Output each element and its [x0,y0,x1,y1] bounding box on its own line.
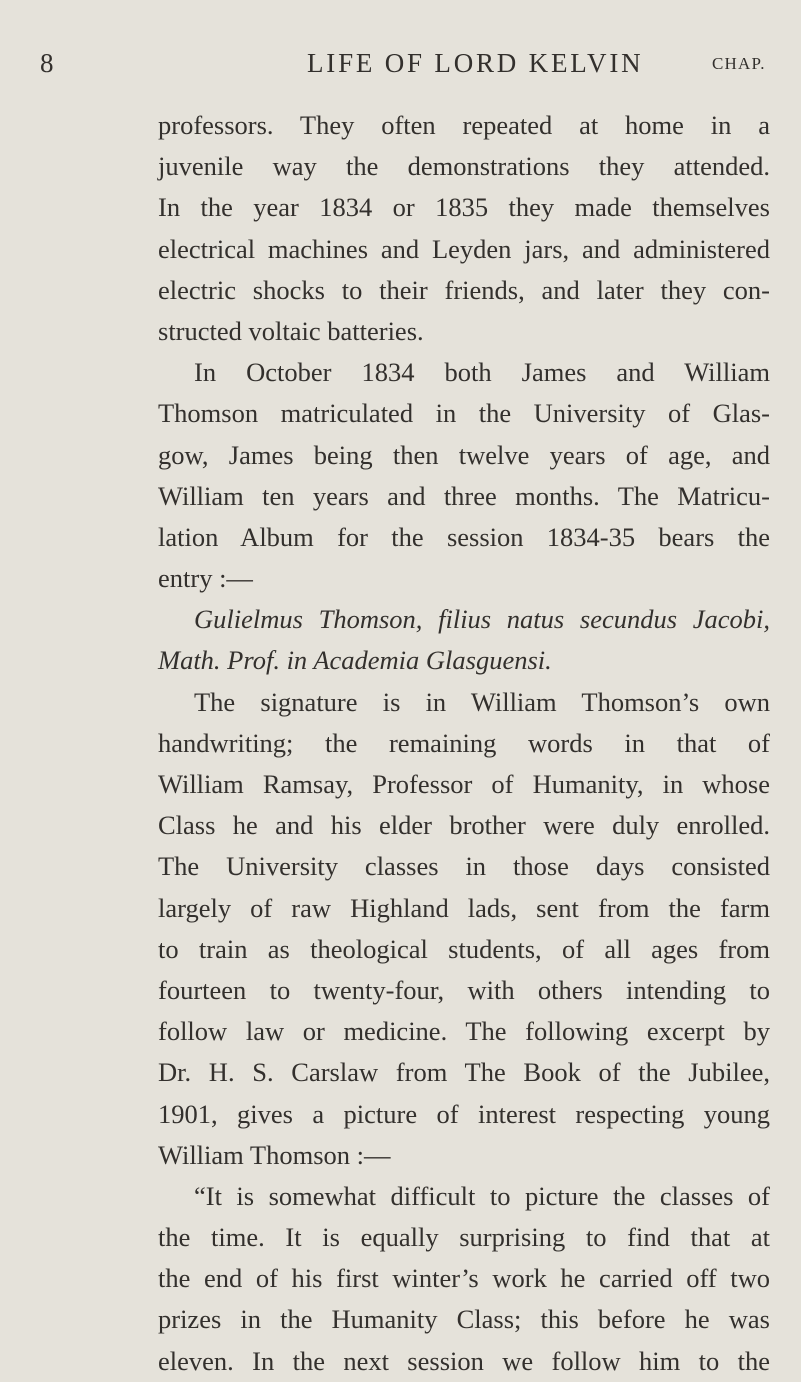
text-line: William ten years and three months. The Matricu- [158,480,770,511]
text-line: The University classes in those days consisted [158,851,770,882]
quoted-entry-line: Gulielmus Thomson, filius natus secundus Jacobi, [194,604,770,635]
text-line: Dr. H. S. Carslaw from The Book of the Jubilee, [158,1057,770,1088]
text-line: electric shocks to their friends, and later they con- [158,274,770,305]
text-line: William Thomson :— [158,1139,391,1170]
text-line: In the year 1834 or 1835 they made themselves [158,192,770,223]
text-line: William Ramsay, Professor of Humanity, in whose [158,769,770,799]
text-line: Thomson matriculated in the University of Glas- [158,398,770,429]
text-line: eleven. In the next session we follow him to the [158,1345,770,1376]
text-line: structed voltaic batteries. [158,315,424,346]
text-line: “It is somewhat difficult to picture the classes of [194,1180,770,1211]
page-number: 8 [40,48,55,78]
text-line: prizes in the Humanity Class; this before he was [158,1304,770,1335]
text-line: the time. It is equally surprising to find that at [158,1222,770,1253]
running-title: LIFE OF LORD KELVIN [307,48,644,78]
text-line: lation Album for the session 1834-35 bears the [158,521,770,552]
body-text [158,105,770,1382]
text-line: electrical machines and Leyden jars, and administered [158,233,770,264]
text-line: professors. They often repeated at home in a [158,110,770,140]
text-line: In October 1834 both James and William [194,357,770,388]
text-line: to train as theological students, of all ages from [158,933,770,964]
text-line: follow law or medicine. The following excerpt by [158,1016,770,1047]
text-line: 1901, gives a picture of interest respecting young [158,1098,770,1129]
running-head [0,48,801,88]
text-line: juvenile way the demonstrations they attended. [158,151,770,182]
text-line: the end of his first winter’s work he carried off two [158,1263,770,1294]
text-line: largely of raw Highland lads, sent from the farm [158,892,770,923]
text-line: gow, James being then twelve years of age, and [158,439,770,470]
text-line: The signature is in William Thomson’s own [194,686,770,717]
text-line: entry :— [158,563,253,594]
text-line: Class he and his elder brother were duly enrolled. [158,810,770,841]
text-line: handwriting; the remaining words in that of [158,727,770,758]
text-line: fourteen to twenty-four, with others intending to [158,974,770,1005]
quoted-entry-line: Math. Prof. in Academia Glasguensi. [158,645,552,676]
chapter-label: CHAP. [712,54,766,73]
